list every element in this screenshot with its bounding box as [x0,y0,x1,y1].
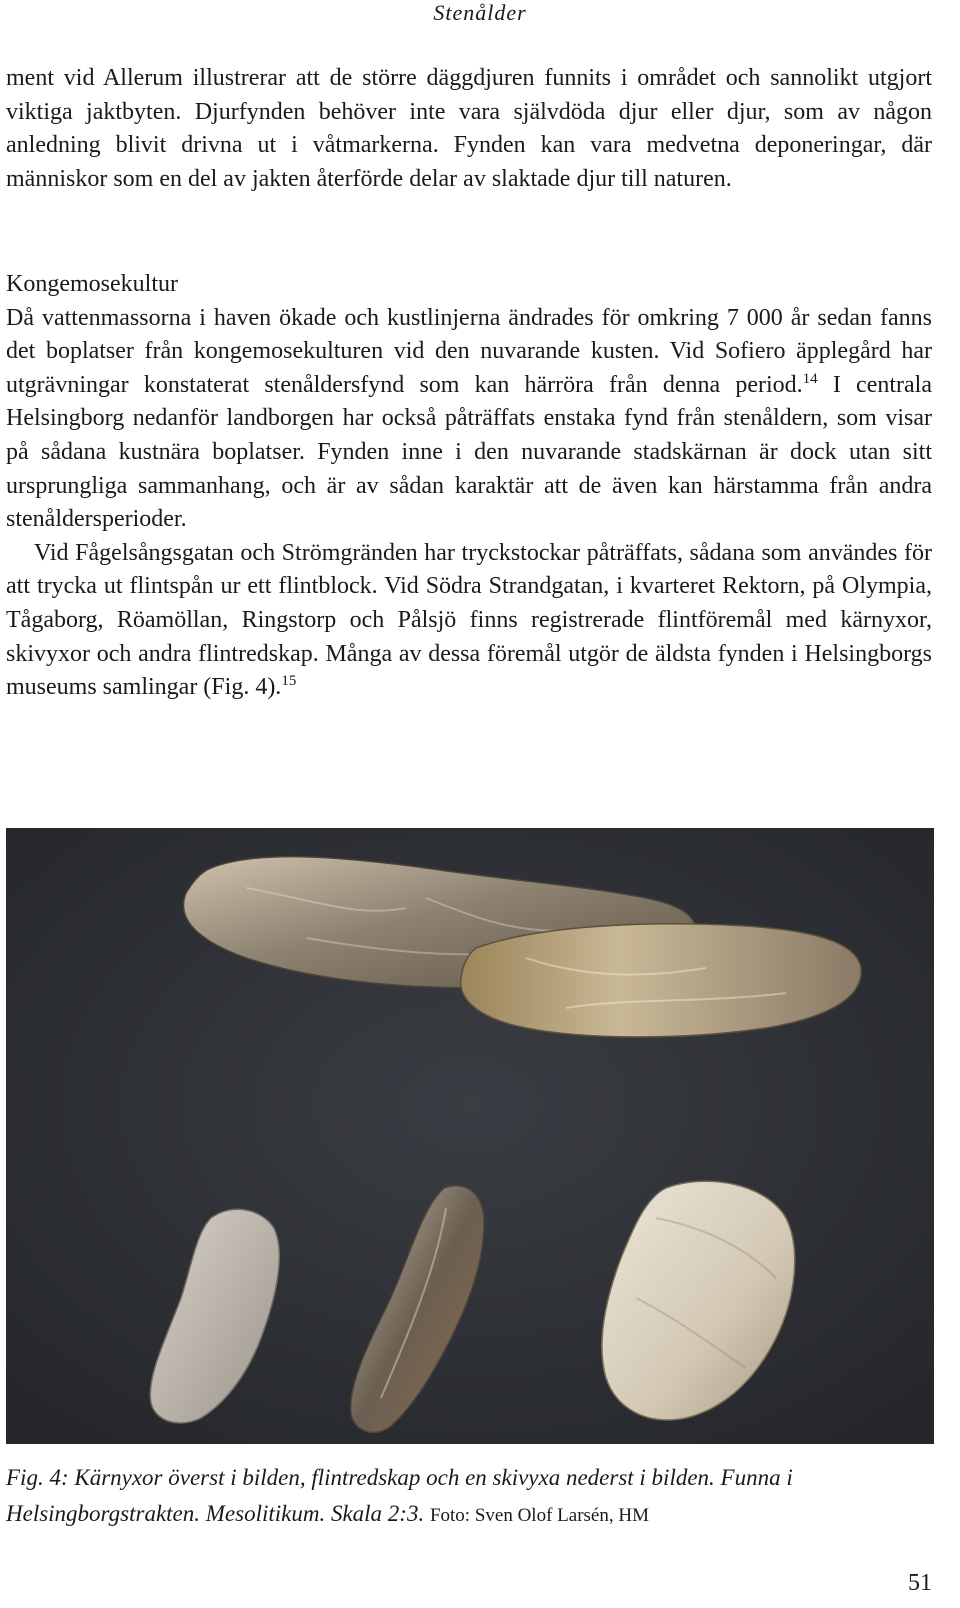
paragraph-2-text-b: I centrala Helsingborg nedanför landborgen har också påträffats enstaka fynd från stenåldern, som visar på sådana kustnära boplatser. Fynden inne i den nuvarande stadskärnan är dock utan sitt ursprungliga sammanhang, och är av sådan karaktär att de även kan härstamma från andra stenåldersperioder. [6,371,932,533]
body-text-section [6,268,932,705]
footnote-ref-14[interactable]: 14 [802,370,818,387]
page-number: 51 [908,1570,932,1596]
flint-tools-illustration [6,828,934,1444]
figure-caption [6,1460,932,1534]
section-heading: Kongemosekultur [6,271,178,297]
paragraph-2 [6,302,932,537]
footnote-ref-15[interactable]: 15 [281,673,297,690]
body-text-upper [6,62,932,196]
paragraph-3 [6,537,932,705]
paragraph-2-text-a: Då vattenmassorna i haven ökade och kustlinjerna ändrades för omkring 7 000 år sedan fanns det boplatser från kongemosekulturen vid den nuvarande kusten. Vid Sofiero äpplegård har utgrävningar konstaterat stenåldersfynd som kan härröra från denna period. [6,304,932,398]
paragraph-1: ment vid Allerum illustrerar att de större däggdjuren funnits i området och sannolikt utgjort viktiga jaktbyten. Djurfynden behöver inte vara självdöda djur eller djur, som av någon anledning blivit drivna ut i våtmarkerna. Fynden kan vara medvetna deponeringar, där människor som en del av jakten återförde delar av slaktade djur till naturen. [6,65,932,192]
running-head: Stenålder [433,0,527,25]
figure-caption-text: Fig. 4: Kärnyxor överst i bilden, flintredskap och en skivyxa nederst i bilden. Funna i Helsingborgstrakten. Mesolitikum. Skala 2:3. [6,1465,793,1526]
core-axe-second [461,924,861,1037]
figure-flint-tools-photo [6,828,934,1444]
paragraph-3-text: Vid Fågelsångsgatan och Strömgränden har tryckstockar påträffats, sådana som användes för att trycka ut flintspån ur ett flintblock. Vid Södra Strandgatan, i kvarteret Rektorn, på Olympia, Tågaborg, Röamöllan, Ringstorp och Pålsjö finns registrerade flintföremål med kärnyxor, skivyxor och andra flintredskap. Många av dessa föremål utgör de äldsta fynden i Helsingborgs museums samlingar (Fig. 4). [6,539,932,701]
photo-credit: Foto: Sven Olof Larsén, HM [429,1505,649,1526]
